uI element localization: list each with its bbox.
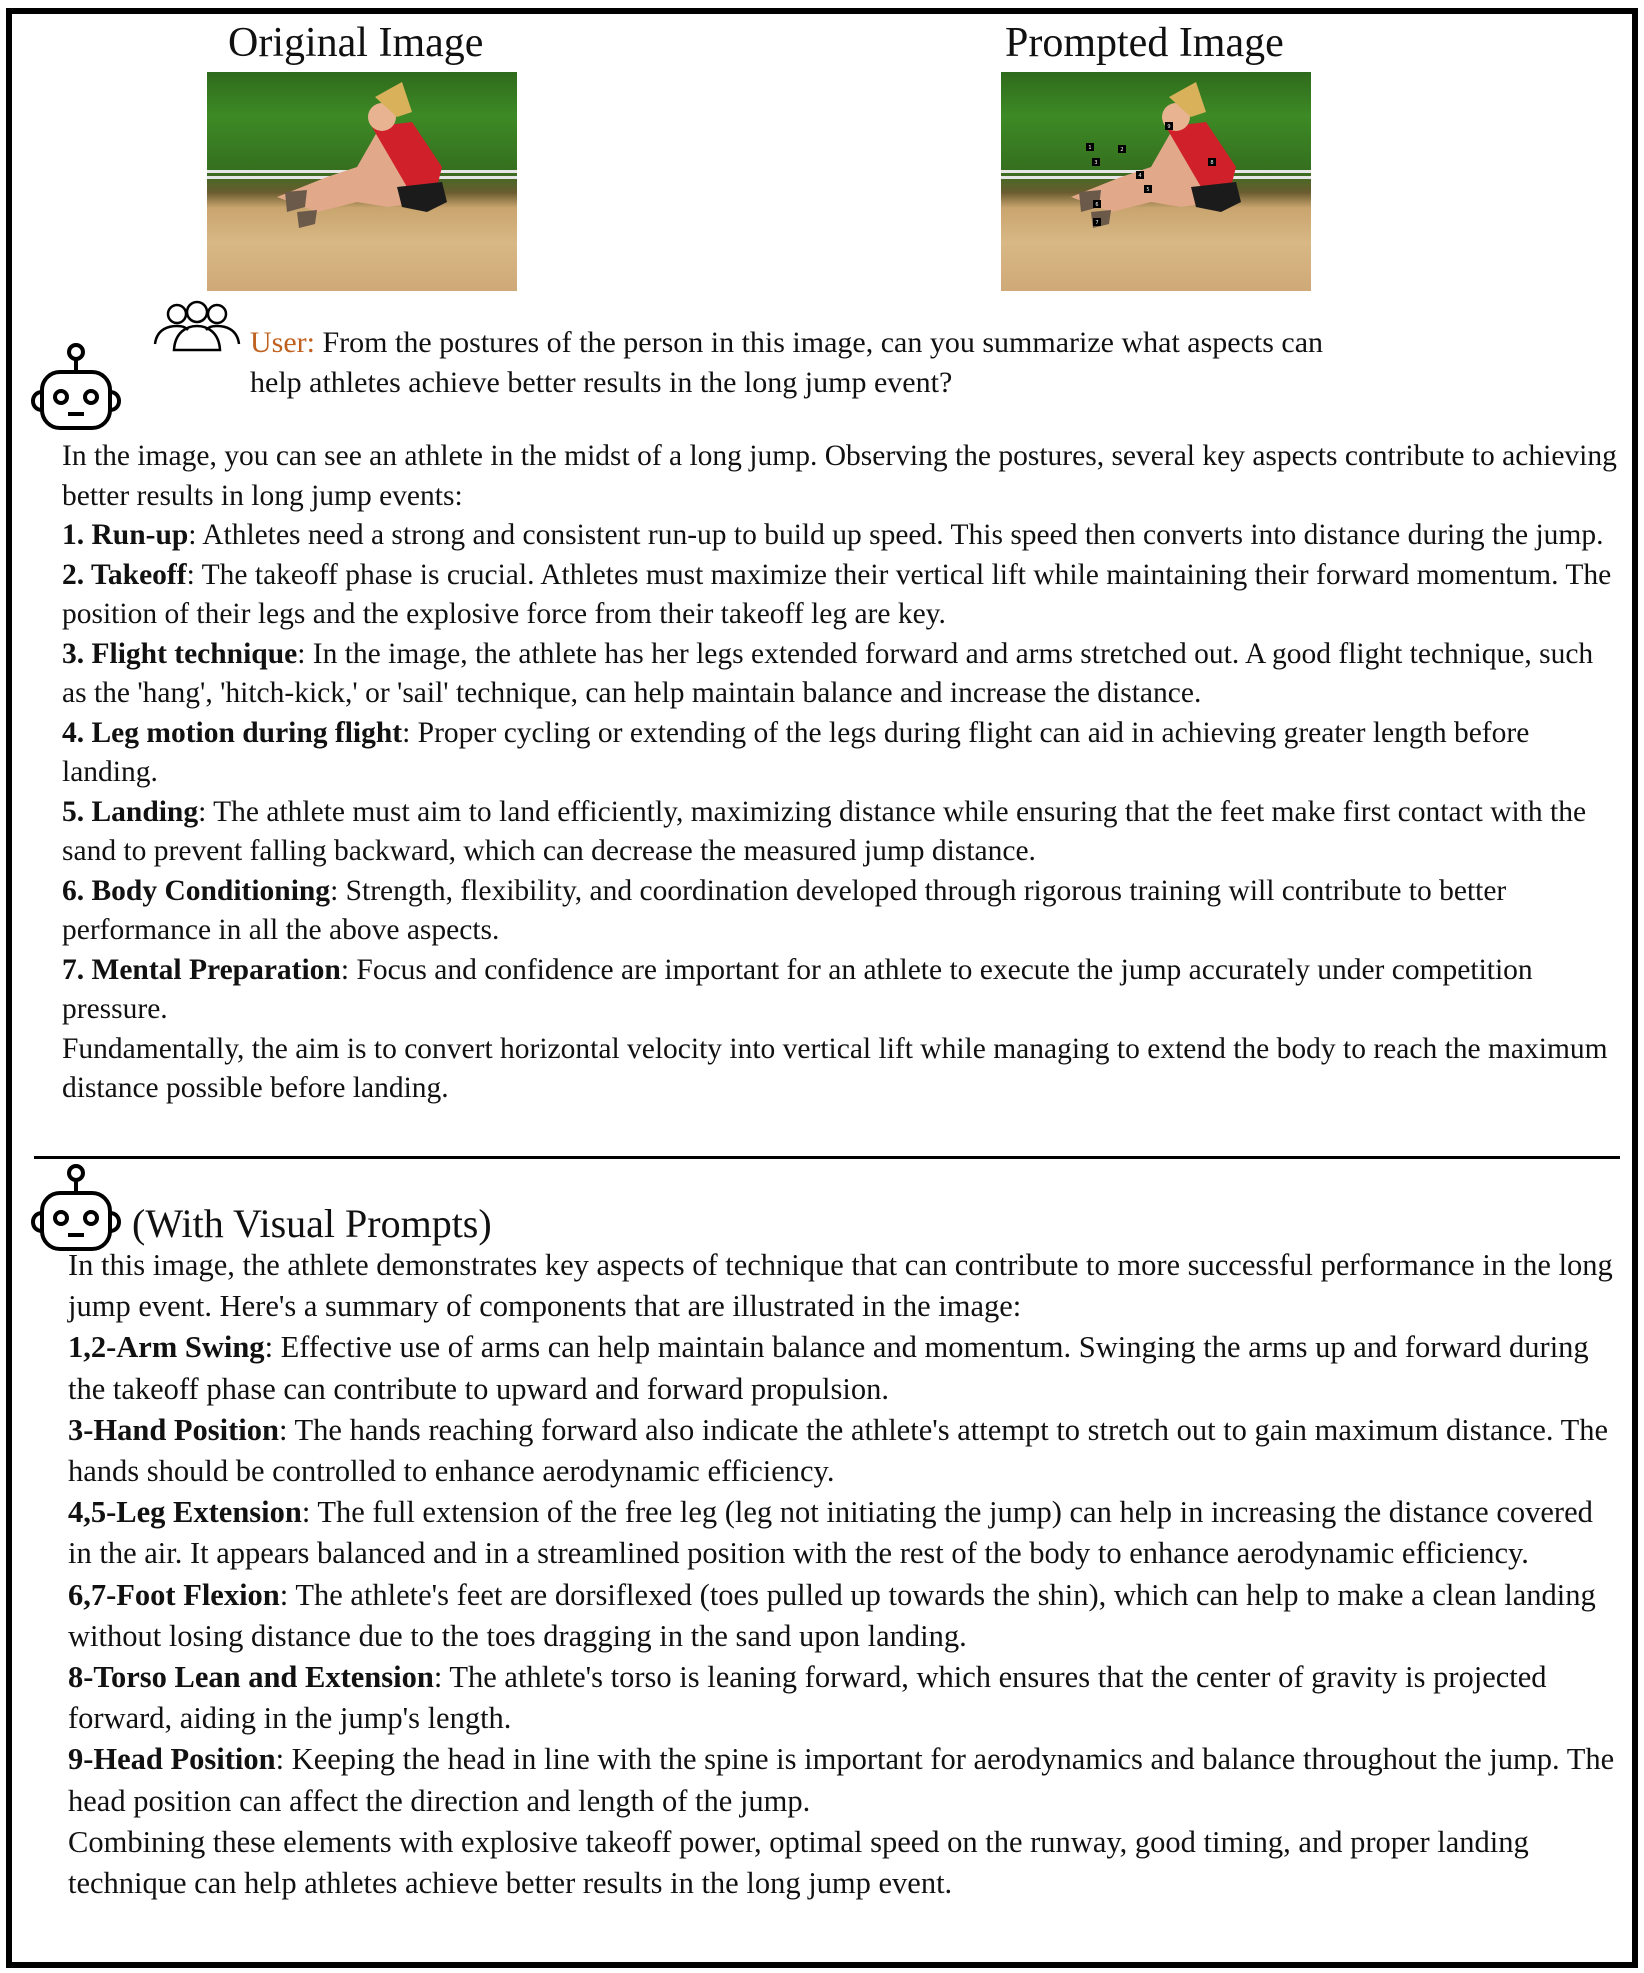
user-label: User:	[250, 326, 315, 359]
svg-text:3: 3	[1094, 160, 1098, 166]
prompt-marker	[1092, 158, 1100, 166]
prompt-marker	[1093, 218, 1101, 226]
answer1-item: 5. Landing: The athlete must aim to land efficiently, maximizing distance while ensuring that the feet make first contact with the sand to prevent falling backward, which can decrease the measured jump distance.	[62, 795, 1587, 867]
answer2-item: 6,7-Foot Flexion: The athlete's feet are dorsiflexed (toes pulled up towards the shin), which can help to make a clean landing without losing distance due to the toes dragging in the sand upon landing.	[68, 1577, 1596, 1653]
athlete-illustration-prompted	[1001, 72, 1311, 291]
prompt-marker	[1208, 158, 1216, 166]
athlete-illustration	[207, 72, 517, 291]
answer1-item: 6. Body Conditioning: Strength, flexibility, and coordination developed through rigorous training will contribute to better performance in all the above aspects.	[62, 874, 1507, 946]
robot-icon	[26, 1163, 126, 1255]
answer2-item: 8-Torso Lean and Extension: The athlete's torso is leaning forward, which ensures that the center of gravity is projected forward, aiding in the jump's length.	[68, 1660, 1547, 1736]
svg-text:4: 4	[1138, 173, 1142, 179]
prompted-photo	[1001, 72, 1311, 291]
prompted-image-title: Prompted Image	[1005, 20, 1284, 66]
svg-text:6: 6	[1095, 202, 1099, 208]
svg-text:8: 8	[1210, 160, 1214, 166]
prompt-marker	[1144, 185, 1152, 193]
prompt-marker	[1093, 200, 1101, 208]
prompt-marker	[1165, 122, 1173, 130]
svg-text:7: 7	[1095, 220, 1099, 226]
answer2-item: 1,2-Arm Swing: Effective use of arms can help maintain balance and momentum. Swinging the arms up and forward during the takeoff phase can contribute to upward and forward propulsion.	[68, 1330, 1589, 1406]
section-divider	[34, 1156, 1620, 1159]
answer2-intro: In this image, the athlete demonstrates key aspects of technique that can contribute to more successful performance in the long jump event. Here's a summary of components that are illustrated in the image:	[68, 1248, 1613, 1324]
answer2-item: 9-Head Position: Keeping the head in line with the spine is important for aerodynamics and balance throughout the jump. The head position can affect the direction and length of the jump.	[68, 1742, 1615, 1818]
answer1-item: 4. Leg motion during flight: Proper cycling or extending of the legs during flight can aid in achieving greater length before landing.	[62, 716, 1530, 788]
prompt-marker	[1136, 171, 1144, 179]
svg-text:2: 2	[1120, 147, 1124, 153]
svg-text:9: 9	[1167, 124, 1171, 130]
answer1-intro: In the image, you can see an athlete in the midst of a long jump. Observing the postures, several key aspects contribute to achieving better results in long jump events:	[62, 440, 1617, 512]
prompt-marker	[1086, 143, 1094, 151]
user-question	[250, 323, 1350, 403]
answer1-conclusion: Fundamentally, the aim is to convert horizontal velocity into vertical lift while managing to extend the body to reach the maximum distance possible before landing.	[62, 1032, 1608, 1104]
users-icon	[152, 300, 242, 352]
robot-icon	[26, 342, 126, 434]
svg-text:1: 1	[1088, 145, 1092, 151]
answer-with-prompts	[40, 1245, 1620, 1904]
answer-without-prompts	[34, 437, 1620, 1109]
answer1-item: 7. Mental Preparation: Focus and confidence are important for an athlete to execute the jump accurately under competition pressure.	[62, 953, 1533, 1025]
answer1-item: 1. Run-up: Athletes need a strong and consistent run-up to build up speed. This speed then converts into distance during the jump.	[62, 519, 1604, 551]
svg-text:5: 5	[1146, 187, 1150, 193]
answer2-item: 4,5-Leg Extension: The full extension of the free leg (leg not initiating the jump) can help in increasing the distance covered in the air. It appears balanced and in a streamlined position with the rest of the body to enhance aerodynamic efficiency.	[68, 1495, 1593, 1571]
prompt-marker	[1118, 145, 1126, 153]
answer1-item: 2. Takeoff: The takeoff phase is crucial. Athletes must maximize their vertical lift while maintaining their forward momentum. The position of their legs and the explosive force from their takeoff leg are key.	[62, 558, 1612, 630]
answer2-conclusion: Combining these elements with explosive takeoff power, optimal speed on the runway, good timing, and proper landing technique can help athletes achieve better results in the long jump event.	[68, 1824, 1529, 1901]
original-image-title: Original Image	[228, 20, 484, 66]
answer2-item: 3-Hand Position: The hands reaching forward also indicate the athlete's attempt to stretch out to gain maximum distance. The hands should be controlled to enhance aerodynamic efficiency.	[68, 1412, 1609, 1489]
original-photo	[207, 72, 517, 291]
user-question-text: From the postures of the person in this image, can you summarize what aspects can help athletes achieve better results in the long jump event?	[250, 326, 1324, 399]
answer1-item: 3. Flight technique: In the image, the athlete has her legs extended forward and arms stretched out. A good flight technique, such as the 'hang', 'hitch-kick,' or 'sail' technique, can help maintain balance and increase the distance.	[62, 637, 1594, 709]
visual-prompts-title: (With Visual Prompts)	[132, 1201, 492, 1246]
